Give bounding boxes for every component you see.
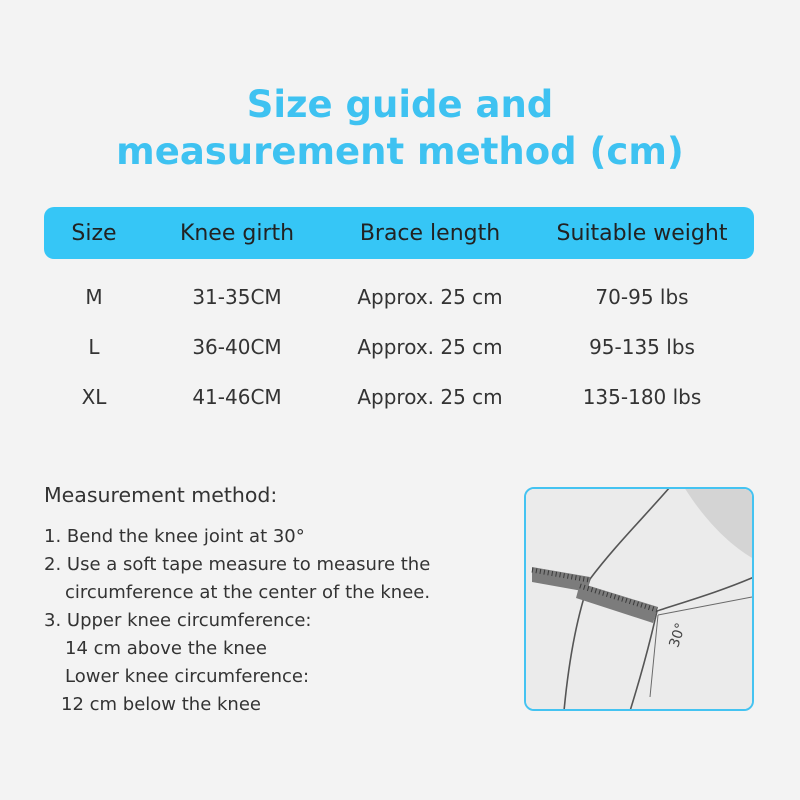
header-size: Size <box>71 220 117 246</box>
cell-size: M <box>85 285 103 309</box>
cell-suitable-weight: 135-180 lbs <box>582 385 702 409</box>
table-row <box>44 372 754 422</box>
step-line: 12 cm below the knee <box>61 694 261 715</box>
header-suitable-weight: Suitable weight <box>556 220 728 246</box>
title-line-2: measurement method (cm) <box>116 130 684 173</box>
size-table-body <box>44 272 754 422</box>
step-line: circumference at the center of the knee. <box>65 582 431 603</box>
step-line: 2. Use a soft tape measure to measure the <box>44 554 431 575</box>
header-brace-length: Brace length <box>359 220 501 246</box>
cell-brace-length: Approx. 25 cm <box>357 335 503 359</box>
step-line: 14 cm above the knee <box>65 638 267 659</box>
cell-brace-length: Approx. 25 cm <box>357 385 503 409</box>
step-line: 1. Bend the knee joint at 30° <box>44 526 305 547</box>
cell-size: L <box>88 335 100 359</box>
step-line: Lower knee circumference: <box>65 666 310 687</box>
cell-suitable-weight: 70-95 lbs <box>595 285 689 309</box>
cell-suitable-weight: 95-135 lbs <box>589 335 695 359</box>
step-line: 3. Upper knee circumference: <box>44 610 312 631</box>
cell-knee-girth: 31-35CM <box>192 285 282 309</box>
header-knee-girth: Knee girth <box>179 220 295 246</box>
cell-knee-girth: 36-40CM <box>192 335 282 359</box>
measurement-method-heading: Measurement method: <box>44 483 278 507</box>
knee-illustration <box>526 489 752 709</box>
cell-brace-length: Approx. 25 cm <box>357 285 503 309</box>
cell-knee-girth: 41-46CM <box>192 385 282 409</box>
size-table-header <box>44 207 754 259</box>
table-row <box>44 272 754 322</box>
cell-size: XL <box>81 385 107 409</box>
angle-label: 30° <box>666 621 690 650</box>
title-line-1: Size guide and <box>246 83 554 126</box>
table-row <box>44 322 754 372</box>
measurement-steps <box>44 523 430 719</box>
knee-illustration-panel <box>524 487 754 711</box>
page-title <box>0 81 800 175</box>
